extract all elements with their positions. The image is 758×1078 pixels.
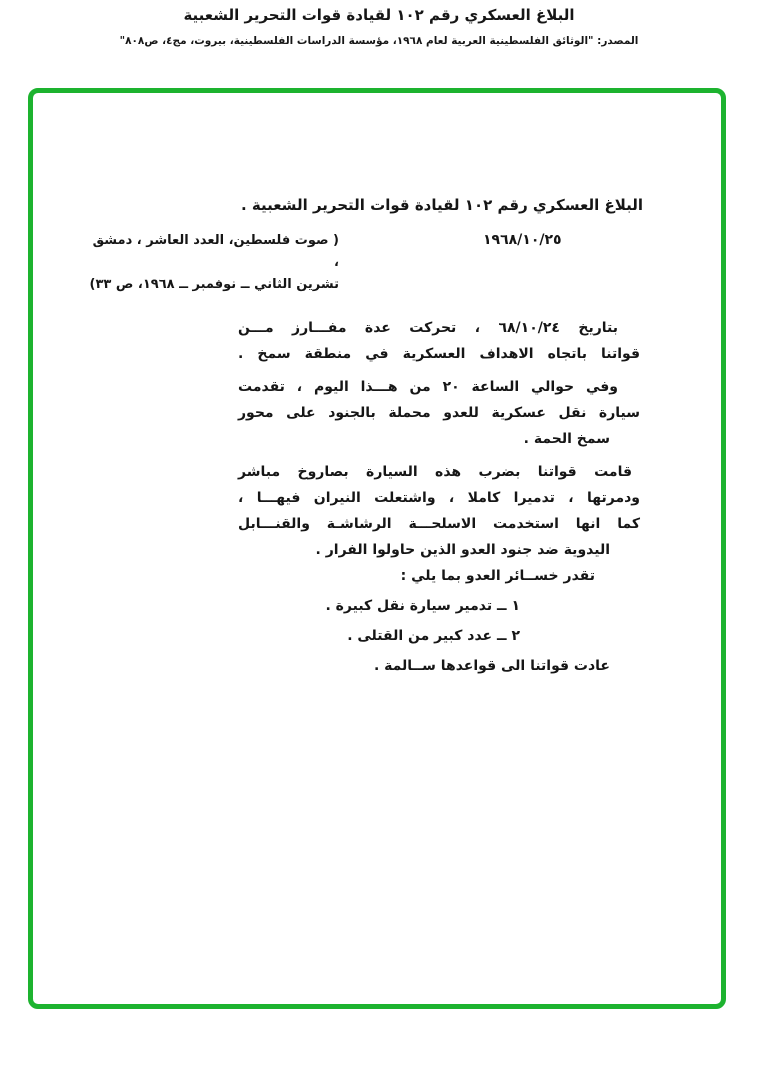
paragraph-line: قامت قواتنا بضرب هذه السيارة بصاروخ مباشر	[238, 464, 632, 480]
communique-date: ١٩٦٨/١٠/٢٥	[483, 232, 562, 248]
paragraph-vehicle-advance	[238, 374, 640, 452]
loss-list-item: ١ ــ تدمير سيارة نقل كبيرة .	[325, 598, 520, 614]
paragraph-attack	[238, 459, 640, 563]
citation-line: تشرين الثاني ــ نوفمبر ــ ١٩٦٨، ص ٣٣)	[89, 277, 339, 292]
communique-citation	[85, 230, 339, 296]
paragraph-line: كما انها استخدمت الاسلحـــة الرشاشـة والقنـــابل	[238, 516, 640, 532]
losses-heading: تقدر خســائر العدو بما يلي :	[400, 568, 595, 584]
paragraph-line: بتاريخ ٦٨/١٠/٢٤ ، تحركت عدة مفـــارز مـــن	[238, 320, 619, 336]
paragraph-line: ودمرتها ، تدميرا كاملا ، واشتعلت النيران فيهـــا ،	[238, 490, 640, 506]
paragraph-line: وفي حوالي الساعة ٢٠ من هـــذا اليوم ، تقدمت	[238, 379, 618, 395]
paragraph-line: سمخ الحمة .	[523, 431, 610, 447]
page-header-title: البلاغ العسكري رقم ١٠٢ لقيادة قوات التحرير الشعبية	[183, 6, 575, 24]
page-header	[0, 6, 758, 47]
citation-line: ( صوت فلسطين، العدد العاشر ، دمشق ،	[92, 233, 339, 270]
communique-body	[238, 315, 640, 679]
page-header-source-citation: المصدر: "الوثائق الفلسطينية العربية لعام ١٩٦٨، مؤسسة الدراسات الفلسطينية، بيروت، مج٤، ص٨٠٨"	[119, 35, 639, 47]
paragraph-line: سيارة نقل عسكرية للعدو محملة بالجنود على محور	[238, 405, 640, 421]
loss-list-item: ٢ ــ عدد كبير من القتلى .	[347, 628, 520, 644]
paragraph-movement	[238, 315, 640, 367]
paragraph-line: قواتنا باتجاه الاهداف العسكرية في منطقة سمخ .	[238, 346, 640, 362]
closing-line: عادت قواتنا الى قواعدها ســالمة .	[373, 658, 610, 674]
document-frame	[28, 88, 726, 1009]
paragraph-line: اليدوية ضد جنود العدو الذين حاولوا الفرار .	[315, 542, 610, 558]
communique-title: البلاغ العسكري رقم ١٠٢ لقيادة قوات التحرير الشعبية .	[240, 196, 643, 214]
